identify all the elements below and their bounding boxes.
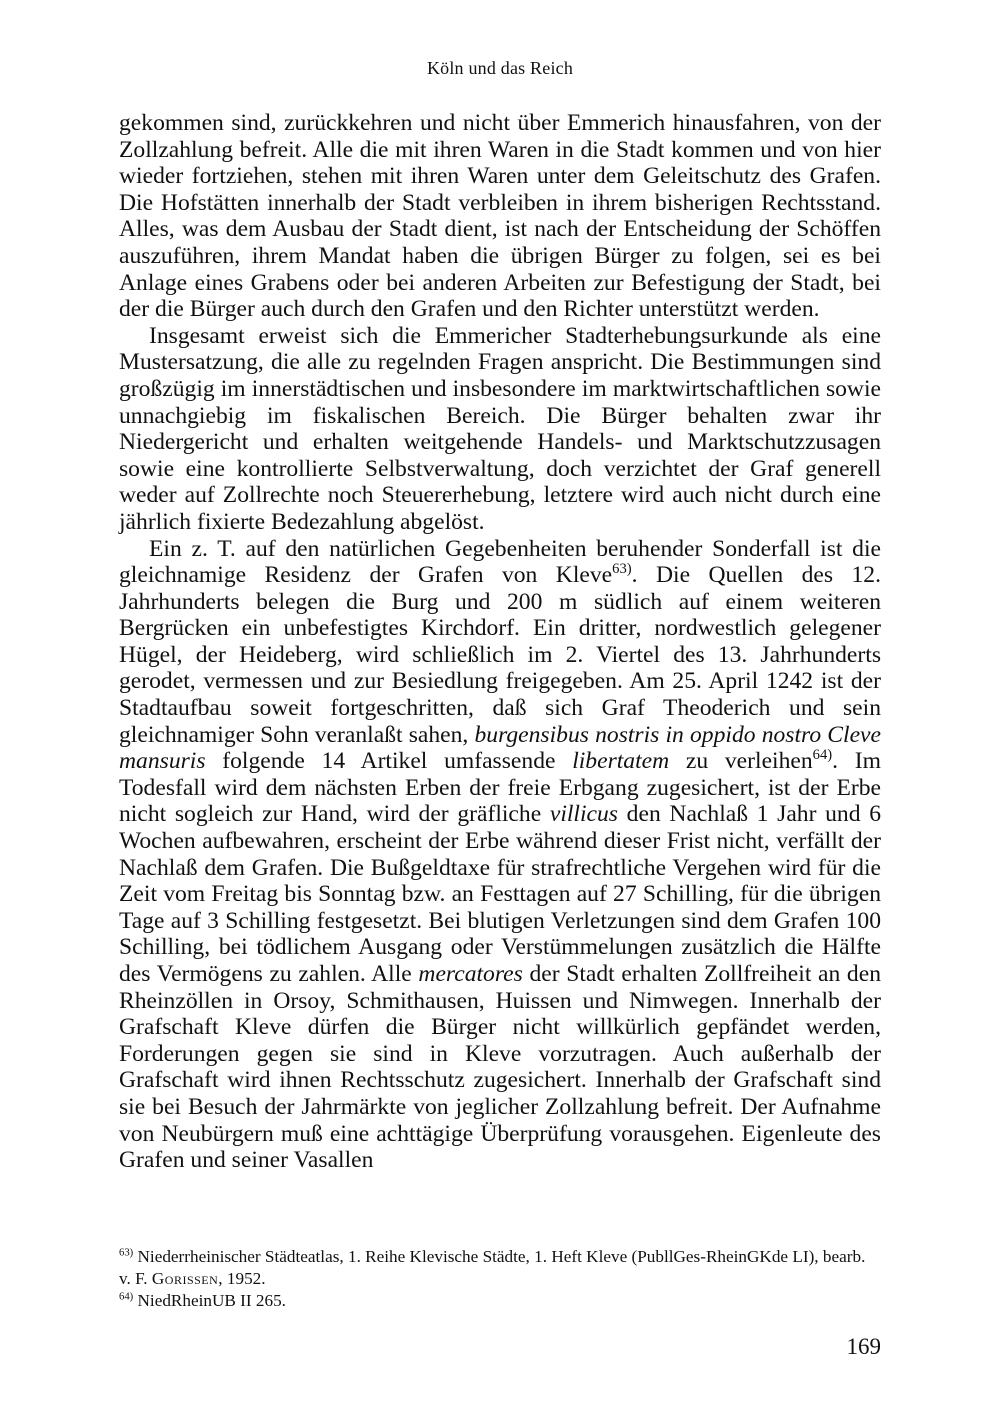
footnotes (119, 1246, 881, 1312)
latin-term: villicus (549, 801, 618, 828)
footnote-ref-64: 64) (812, 747, 833, 764)
latin-phrase: burgensibus nostris in oppido nostro Cleve mansuris (119, 721, 881, 775)
footnote-mark: 64) (119, 1291, 134, 1303)
paragraph-3: Ein z. T. auf den natürlichen Gegebenheiten beruhender Sonderfall ist die gleichnamige Residenz der Grafen von Kleve$^{63)}$. Die Quellen des 12. Jahrhunderts belegen die Burg und 200 m südlich auf einem weiteren Bergrücken ein unbefestigtes Kirchdorf. Ein dritter, nordwestlich gelegener Hügel, der Heideberg, wird schließlich im 2. Viertel des 13. Jahrhunderts gerodet, vermessen und zur Besiedlung freigegeben. Am 25. April 1242 ist der Stadtaufbau soweit fortgeschritten, daß sich Graf Theoderich und sein gleichnamiger Sohn veranlaßt sahen, burgensibus nostris in oppido nostro Cleve mansuris folgende 14 Artikel umfassende libertatem zu verleihen$^{64)}$. Im Todesfall wird dem nächsten Erben der freie Erbgang zugesichert, ist der Erbe nicht sogleich zur Hand, wird der gräfliche villicus den Nachlaß 1 Jahr und 6 Wochen aufbewahren, erscheint der Erbe während dieser Frist nicht, verfällt der Nachlaß dem Grafen. Die Bußgeldtaxe für strafrechtliche Vergehen wird für die Zeit vom Freitag bis Sonntag bzw. an Festtagen auf 27 Schilling, für die übrigen Tage auf 3 Schilling festgesetzt. Bei blutigen Verletzungen sind dem Grafen 100 Schilling, bei tödlichem Ausgang oder Verstümmelungen zusätzlich die Hälfte des Vermögens zu zahlen. Alle mercatores der Stadt erhalten Zollfreiheit an den Rheinzöllen in Orsoy, Schmithausen, Huissen und Nimwegen. Innerhalb der Grafschaft Kleve dürfen die Bürger nicht willkürlich gepfändet werden, Forderungen gegen sie sind in Kleve vorzutragen. Auch außerhalb der Grafschaft wird ihnen Rechtsschutz zugesichert. Innerhalb der Grafschaft sind sie bei Besuch der Jahrmärkte von jeglicher Zollzahlung befreit. Der Aufnahme von Neubürgern muß eine achttägige Überprüfung vorausgehen. Eigenleute des Grafen und seiner Vasallen (119, 535, 882, 1174)
footnote-ref-63: 63) (612, 561, 632, 578)
footnote-63: $^{63)}$ Niederrheinischer Städteatlas, 1. Reihe Klevische Städte, 1. Heft Kleve (PubllGes-RheinGKde LI), bearb. v. F. Gorissen, 1952. (119, 1247, 866, 1288)
latin-term: mercatores (418, 961, 523, 987)
page-number: 169 (846, 1334, 881, 1359)
paragraph-1: gekommen sind, zurückkehren und nicht über Emmerich hinausfahren, von der Zollzahlung befreit. Alle die mit ihren Waren in die Stadt kommen und von hier wieder fortziehen, stehen mit ihren Waren unter dem Geleitschutz des Grafen. Die Hofstätten innerhalb der Stadt verbleiben in ihrem bisherigen Rechtsstand. Alles, was dem Ausbau der Stadt dient, ist nach der Entscheidung der Schöffen auszuführen, ihrem Mandat haben die übrigen Bürger zu folgen, sei es bei Anlage eines Grabens oder bei anderen Arbeiten zur Befestigung der Stadt, bei der die Bürger auch durch den Grafen und den Richter unterstützt werden. (119, 110, 881, 323)
body-text (119, 110, 881, 1174)
latin-term: libertatem (572, 748, 670, 775)
paragraph-2: Insgesamt erweist sich die Emmericher Stadterhebungsurkunde als eine Mustersatzung, die alle zu regelnden Fragen anspricht. Die Bestimmungen sind großzügig im innerstädtischen und insbesondere im marktwirtschaftlichen sowie unnachgiebig im fiskalischen Bereich. Die Bürger behalten zwar ihr Niedergericht und erhalten weitgehende Handels- und Marktschutzzusagen sowie eine kontrollierte Selbstverwaltung, doch verzichtet der Graf generell weder auf Zollrechte noch Steuererhebung, letztere wird auch nicht durch eine jährlich fixierte Bedezahlung abgelöst. (119, 322, 881, 535)
author-name: Gorissen (151, 1269, 219, 1288)
footnote-64: $^{64)}$ NiedRheinUB II 265. (119, 1291, 286, 1310)
running-head: Köln und das Reich (426, 58, 574, 78)
footnote-mark: 63) (119, 1247, 134, 1259)
